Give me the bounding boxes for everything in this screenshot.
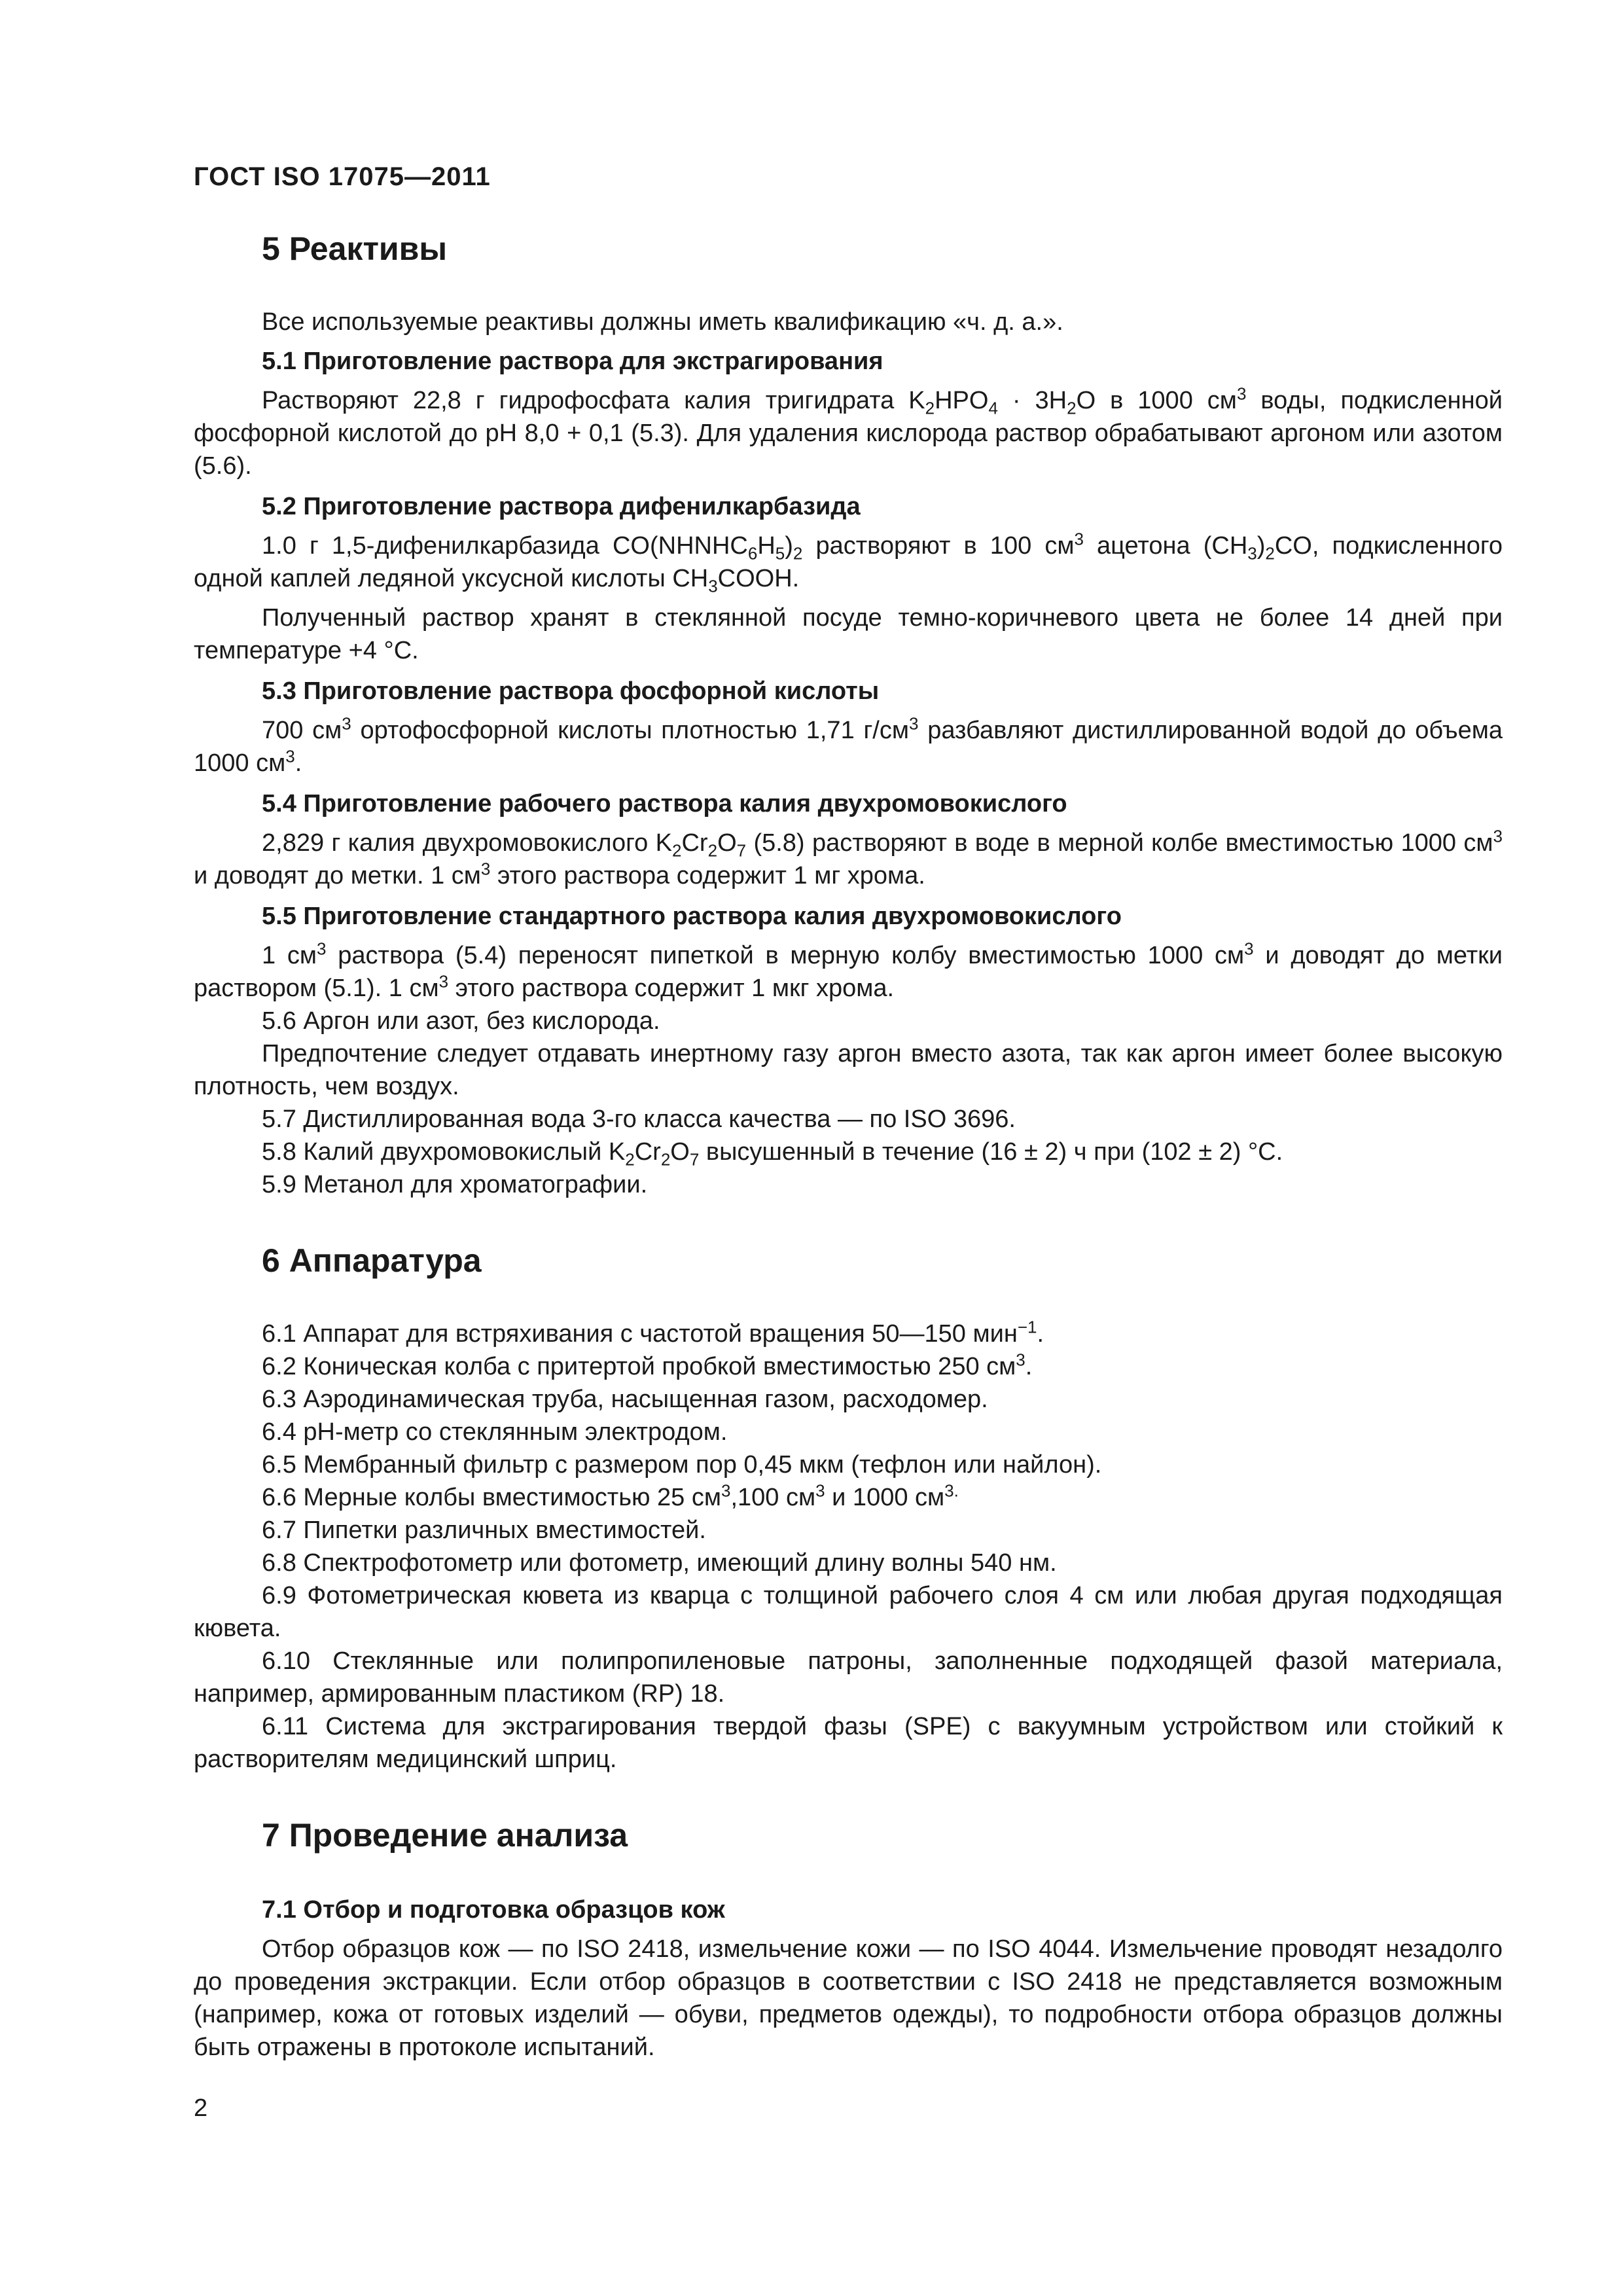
item-6-7: 6.7 Пипетки различных вместимостей. — [262, 1516, 706, 1544]
item-6-2: 6.2 Коническая колба с притертой пробкой вместимостью 250 $см^3$. — [262, 1350, 1033, 1380]
subsection-5-5-text: 1 $см^3$ раствора (5.4) переносят пипеткой в мерную колбу вместимостью 1000 $см^3$ и доводят до метки раствором (5.1). 1 $см^3$ этого раствора содержит 1 мкг хрома. — [194, 939, 1503, 1002]
section-5-title: 5 Реактивы — [262, 230, 448, 267]
item-6-4: 6.4 рН-метр со стеклянным электродом. — [262, 1418, 728, 1446]
item-5-6: 5.6 Аргон или азот, без кислорода. — [262, 1007, 660, 1035]
item-6-3: 6.3 Аэродинамическая труба, насыщенная газом, расходомер. — [262, 1386, 988, 1413]
subsection-5-5-title: 5.5 Приготовление стандартного раствора калия двухромовокислого — [262, 903, 1122, 930]
item-5-6-note: Предпочтение следует отдавать инертному газу аргон вместо азота, так как аргон имеет более высокую плотность, чем воздух. — [194, 1040, 1503, 1100]
subsection-5-3-text: 700 $см^3$ ортофосфорной кислоты плотностью 1,71 $г/см^3$ разбавляют дистиллированной водой до объема 1000 $см^3$. — [194, 713, 1503, 777]
section-7-title: 7 Проведение анализа — [262, 1817, 628, 1854]
subsection-5-3-title: 5.3 Приготовление раствора фосфорной кислоты — [262, 677, 880, 705]
item-6-1: 6.1 Аппарат для встряхивания с частотой вращения 50—150 мин$^{-1}$. — [262, 1317, 1044, 1348]
item-6-5: 6.5 Мембранный фильтр с размером пор 0,45 мкм (тефлон или найлон). — [262, 1451, 1102, 1479]
item-5-7: 5.7 Дистиллированная вода 3-го класса качества — по ISO 3696. — [262, 1105, 1016, 1133]
page-number: 2 — [194, 2094, 208, 2122]
standard-header: ГОСТ ISO 17075—2011 — [194, 162, 491, 191]
page-content — [194, 226, 1503, 2070]
subsection-5-1-text: Растворяют 22,8 г гидрофосфата калия тригидрата $K_2HPO_4 \cdot 3H_2O$ в 1000 $см^3$ воды, подкисленной фосфорной кислотой до рН 8,0 + 0,1 (5.3). Для удаления кислорода раствор обрабатывают аргоном или азотом (5.6). — [194, 384, 1503, 480]
item-6-6: 6.6 Мерные колбы вместимостью 25 $см^3,100$ $см^3$ и 1000 $см^{3.}$ — [262, 1480, 959, 1511]
item-5-8: 5.8 Калий двухромовокислый $K_2Cr_2O_7$ высушенный в течение (16 ± 2) ч при (102 ± 2) °С. — [262, 1138, 1283, 1170]
item-6-10: 6.10 Стеклянные или полипропиленовые патроны, заполненные подходящей фазой материала, например, армированным пластиком (RP) 18. — [194, 1647, 1503, 1708]
item-6-9: 6.9 Фотометрическая кювета из кварца с толщиной рабочего слоя 4 см или любая другая подходящая кювета. — [194, 1582, 1503, 1642]
subsection-5-4-text: 2,829 г калия двухромовокислого $K_2Cr_2O_7$ (5.8) растворяют в воде в мерной колбе вместимостью 1000 $см^3$ и доводят до метки. 1 $см^3$ этого раствора содержит 1 мг хрома. — [194, 826, 1503, 889]
subsection-5-4-title: 5.4 Приготовление рабочего раствора калия двухромовокислого — [262, 790, 1067, 817]
subsection-5-2-text: 1.0 г 1,5-дифенилкарбазида $CO(NHNHC_6H_5)_2$ растворяют в 100 $см^3$ ацетона $(CH_3)_2CO$, подкисленного одной каплей ледяной уксусной кислоты $CH_3COOH$. — [194, 529, 1503, 596]
subsection-5-2-title: 5.2 Приготовление раствора дифенилкарбазида — [262, 493, 861, 520]
section-5-intro: Все используемые реактивы должны иметь квалификацию «ч. д. а.». — [262, 308, 1063, 336]
section-6-title: 6 Аппаратура — [262, 1242, 482, 1279]
item-6-8: 6.8 Спектрофотометр или фотометр, имеющий длину волны 540 нм. — [262, 1549, 1057, 1577]
subsection-5-1-title: 5.1 Приготовление раствора для экстрагирования — [262, 348, 883, 375]
item-6-11: 6.11 Система для экстрагирования твердой фазы (SPE) с вакуумным устройством или стойкий к растворителям медицинский шприц. — [194, 1713, 1503, 1773]
subsection-7-1-title: 7.1 Отбор и подготовка образцов кож — [262, 1896, 725, 1924]
subsection-5-2-storage: Полученный раствор хранят в стеклянной посуде темно-коричневого цвета не более 14 дней при температуре +4 °С. — [194, 604, 1503, 664]
item-5-9: 5.9 Метанол для хроматографии. — [262, 1171, 648, 1198]
subsection-7-1-text: Отбор образцов кож — по ISO 2418, измельчение кожи — по ISO 4044. Измельчение проводят незадолго до проведения экстракции. Если отбор образцов в соответствии с ISO 2418 не представляется возможным (например, кожа от готовых изделий — обуви, предметов одежды), то подробности отбора образцов должны быть отражены в протоколе испытаний. — [194, 1935, 1503, 2061]
